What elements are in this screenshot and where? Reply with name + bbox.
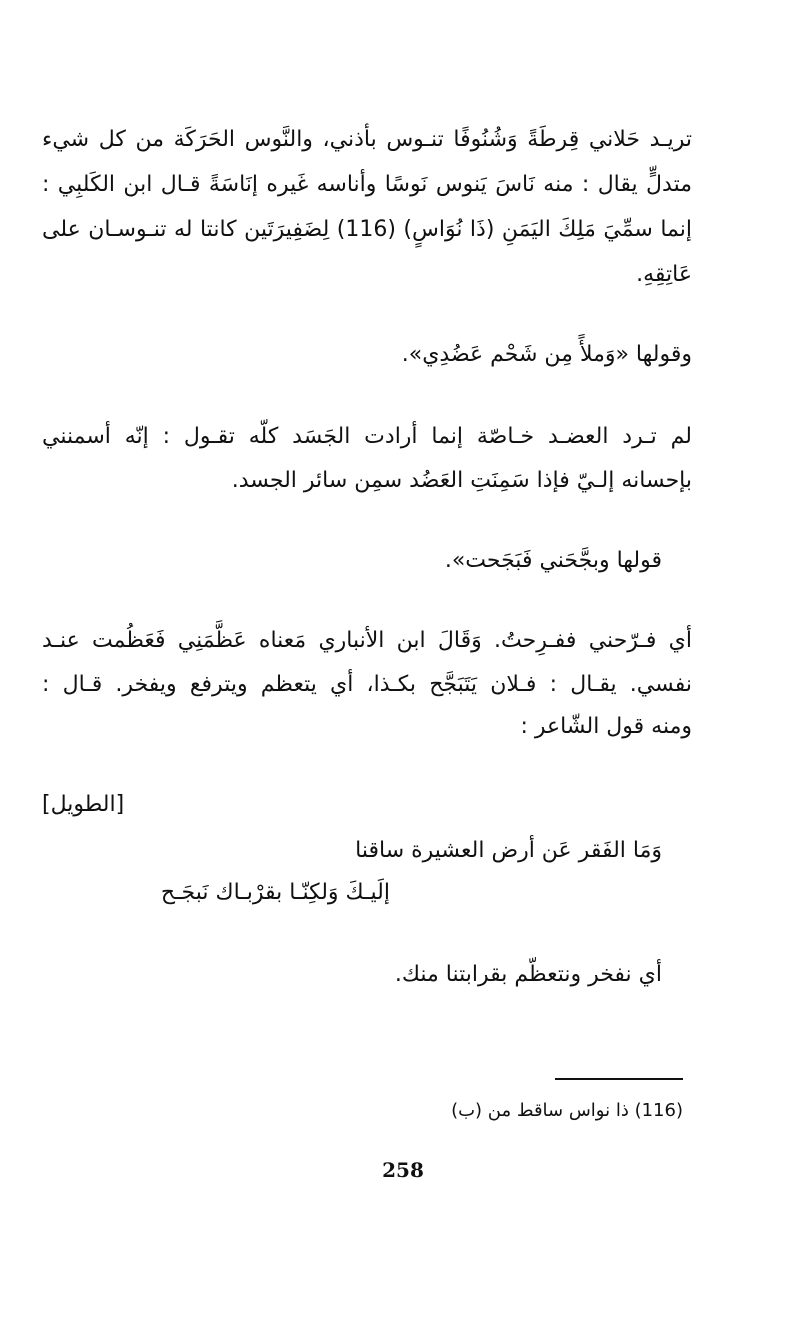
closing-line: أي نفخر ونتعظّم بقرابتنا منك. bbox=[394, 962, 662, 987]
paragraph-5-line-3: ومنه قول الشّاعر : bbox=[520, 714, 692, 739]
page-number: 258 bbox=[382, 1158, 424, 1182]
footnote-text: (116) ذا نواس ساقط من (ب) bbox=[451, 1100, 683, 1121]
paragraph-2-line-1: وقولها «وَملأً مِن شَحْم عَضُدِي». bbox=[401, 342, 692, 367]
paragraph-4-line-1: قولها وبجَّحَني فَبَجَحت». bbox=[444, 548, 662, 573]
footnote-rule bbox=[555, 1078, 683, 1080]
paragraph-1-line-4: عَاتِقِهِ. bbox=[636, 262, 692, 287]
verse-hemistich-2: إلَيـكَ وَلكِنّـا بقرْبـاك نَبجَـح bbox=[160, 880, 390, 905]
paragraph-3-line-1: لم تـرد العضـد خـاصّة إنما أرادت الجَسَد كلّه تقـول : إنّه أسمنني bbox=[42, 424, 692, 449]
paragraph-3-line-2: بإحسانه إلـيّ فإذا سَمِنَتِ العَضُد سمِن سائر الجسد. bbox=[231, 468, 692, 493]
paragraph-1-line-3: إنما سمِّيَ مَلِكَ اليَمَنِ (ذَا نُوَاسٍ) (116) لِضَفِيرَتَين كانتا له تنـوسـان على bbox=[42, 217, 692, 242]
meter-label: [الطويل] bbox=[42, 792, 125, 817]
paragraph-5-line-1: أي فـرّحني ففـرِحتُ. وَقَالَ ابن الأنباري مَعناه عَظَّمَنِي فَعَظُمت عنـد bbox=[42, 628, 692, 653]
paragraph-5-line-2: نفسي. يقـال : فـلان يَتَبَجَّح بكـذا، أي يتعظم ويترفع ويفخر. قـال : bbox=[42, 672, 692, 697]
paragraph-1-line-1: تريـد حَلاني قِرطَةً وَشُنُوفًا تنـوس بأذني، والنَّوس الحَرَكَة من كل شيء bbox=[42, 127, 692, 152]
paragraph-1-line-2: متدلٍّ يقال : منه نَاسَ يَنوس نَوسًا وأناسه غَيره إنَاسَةً قـال ابن الكَلبِي : bbox=[42, 172, 692, 197]
verse-hemistich-1: وَمَا الفَقر عَن أرض العشيرة ساقنا bbox=[355, 838, 662, 863]
